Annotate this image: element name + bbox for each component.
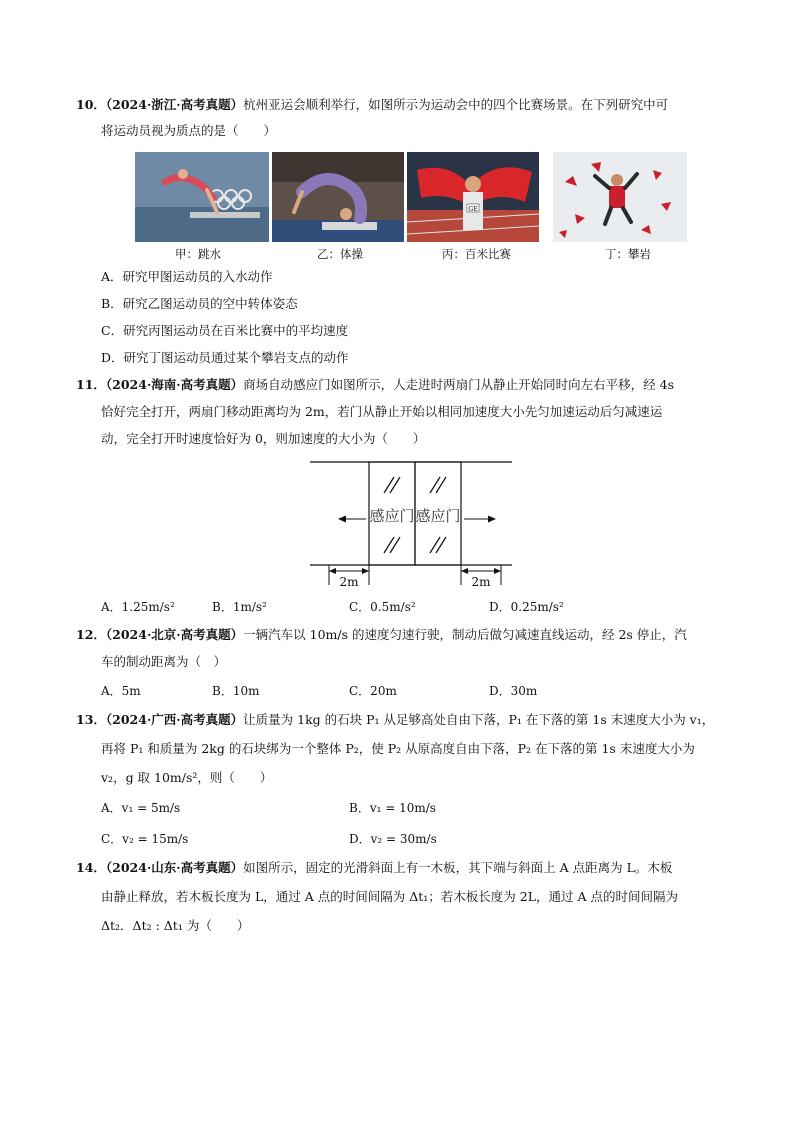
q11-text1: 商场自动感应门如图所示，人走进时两扇门从静止开始同时向左右平移，经 4s [243,377,674,392]
gymnastics-photo [272,152,404,242]
q10-line1 [76,96,668,114]
q12-text1: 一辆汽车以 10m/s 的速度匀速行驶，制动后做匀减速直线运动，经 2s 停止，汽 [243,627,687,642]
q12-option-c[interactable]: C．20m [349,684,397,698]
q10-caption-bing: 丙：百米比赛 [442,247,511,261]
q14-text2: 由静止释放，若木板长度为 L，通过 A 点的时间间隔为 Δt₁；若木板长度为 2L，通过 A 点的时间间隔为 [101,889,678,904]
q12-line1 [76,626,687,644]
q12-number: 12． [76,627,106,642]
q11-text3: 动，完全打开时速度恰好为 0，则加速度的大小为（ ） [101,431,426,446]
sprint-bib-text: GE [468,206,478,213]
q11-option-d[interactable]: D．0.25m/s² [489,600,564,614]
q12-option-a[interactable]: A．5m [101,684,141,698]
dist-label-right: 2m [471,575,491,589]
q11-option-b[interactable]: B．1m/s² [212,600,267,614]
q11-source: （2024·海南·高考真题） [105,377,244,392]
q11-option-c[interactable]: C．0.5m/s² [349,600,416,614]
q14-text1: 如图所示，固定的光滑斜面上有一木板，其下端与斜面上 A 点距离为 L。木板 [243,860,673,875]
q10-option-b[interactable]: B．研究乙图运动员的空中转体姿态 [101,296,298,311]
q12-option-d[interactable]: D．30m [489,684,538,698]
q13-text2: 再将 P₁ 和质量为 2kg 的石块绑为一个整体 P₂，使 P₂ 从原高度自由下落，P₂ 在下落的第 1s 末速度大小为 [101,741,695,756]
q10-text2: 将运动员视为质点的是（ ） [101,123,277,138]
q13-text3: v₂，g 取 10m/s²，则（ ） [101,770,273,785]
q11-number: 11． [76,377,106,392]
dist-label-left: 2m [339,575,359,589]
q10-option-d[interactable]: D．研究丁图运动员通过某个攀岩支点的动作 [101,350,349,365]
q14-line1 [76,859,672,877]
q14-number: 14． [76,860,106,875]
q13-option-d[interactable]: D．v₂ = 30m/s [349,832,437,846]
q11-text2: 恰好完全打开，两扇门移动距离均为 2m，若门从静止开始以相同加速度大小先匀加速运动后匀减速运 [101,404,663,419]
q13-number: 13． [76,712,106,727]
q10-caption-jia: 甲：跳水 [175,247,221,261]
q10-photo-strip [135,152,695,260]
sprint-photo [407,152,539,242]
q13-option-a[interactable]: A．v₁ = 5m/s [101,801,181,815]
q13-line1 [76,711,714,729]
q12-option-b[interactable]: B．10m [212,684,260,698]
q14-text3: Δt₂．Δt₂ : Δt₁ 为（ ） [101,918,250,933]
q11-option-a[interactable]: A．1.25m/s² [101,600,175,614]
diving-photo [135,152,269,242]
q10-text1: 杭州亚运会顺利举行，如图所示为运动会中的四个比赛场景。在下列研究中可 [243,97,669,112]
q10-source: （2024·浙江·高考真题） [105,97,244,112]
door-label-right: 感应门 [415,507,461,525]
climbing-photo [553,152,687,242]
q13-source: （2024·广西·高考真题） [105,712,244,727]
q14-source: （2024·山东·高考真题） [105,860,244,875]
q10-caption-yi: 乙：体操 [317,247,363,261]
q13-option-b[interactable]: B．v₁ = 10m/s [349,801,436,815]
q12-source: （2024·北京·高考真题） [105,627,244,642]
q10-option-a[interactable]: A．研究甲图运动员的入水动作 [101,269,273,284]
sliding-door-diagram [300,455,530,595]
q13-text1: 让质量为 1kg 的石块 P₁ 从足够高处自由下落，P₁ 在下落的第 1s 末速度大小为 v₁， [243,712,715,727]
q11-line1 [76,376,674,394]
q12-text2: 车的制动距离为（ ） [101,654,227,669]
q10-option-c[interactable]: C．研究丙图运动员在百米比赛中的平均速度 [101,323,349,338]
q10-caption-ding: 丁：攀岩 [605,247,651,261]
q13-option-c[interactable]: C．v₂ = 15m/s [101,832,189,846]
door-label-left: 感应门 [369,507,415,525]
q10-number: 10． [76,97,106,112]
